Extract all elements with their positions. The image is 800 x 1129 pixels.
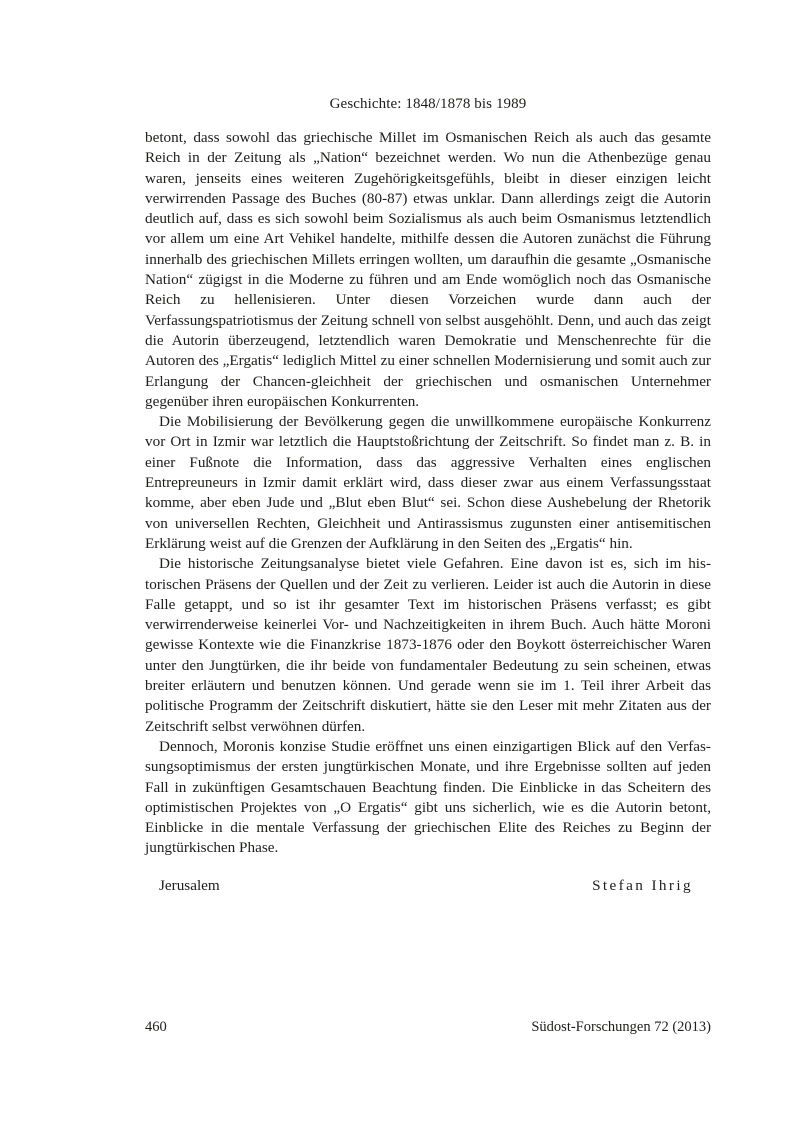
signature-block [145, 876, 693, 896]
review-text [145, 128, 711, 859]
signature-place: Jerusalem [159, 877, 220, 894]
journal-citation: Südost-Forschungen 72 (2013) [531, 1019, 711, 1035]
paragraph-3: Die historische Zeitungsanalyse bietet viele Gefahren. Eine davon ist es, sich im his-torischen Präsens der Quellen und der Zeit zu verlieren. Leider ist auch die Autorin in diese Falle getappt, und so ist ihr gesamter Text im historischen Präsens verfasst; es gibt verwirrenderweise keinerlei Vor- und Nachzeitigkeiten in ihrem Buch. Auch hätte Moroni gewisse Kontexte wie die Finanzkrise 1873-1876 oder den Boykott österreichischer Waren unter den Jungtürken, die ihr beide von fundamentaler Bedeutung zu sein scheinen, etwas breiter erläutern und benutzen können. Und gerade wenn sie im 1. Teil ihrer Arbeit das politische Programm der Zeitschrift diskutiert, hätte sie den Leser mit mehr Zitaten aus der Zeitschrift selbst verwöhnen dürfen. [145, 555, 711, 735]
paragraph-1: betont, dass sowohl das griechische Millet im Osmanischen Reich als auch das gesamte Reich in der Zeitung als „Nation“ bezeichnet werden. Wo nun die Athenbezüge genau waren, jenseits eines weiteren Zugehörigkeitsgefühls, bleibt in dieser einzigen leicht verwirrenden Passage des Buches (80-87) etwas unklar. Dann allerdings zeigt die Autorin deutlich auf, dass es sich sowohl beim Sozialismus als auch beim Osmanismus letztendlich vor allem um eine Art Vehikel handelte, mithilfe dessen die Autoren zunächst die Führung innerhalb des griechischen Millets erringen wollten, um daraufhin die gesamte „Osmanische Nation“ zügigst in die Moderne zu führen und am Ende womöglich noch das Osmanische Reich zu hellenisieren. Unter diesen Vorzeichen wurde dann auch der Verfassungspatriotismus der Zeitung schnell von selbst ausgehöhlt. Denn, und auch das zeigt die Autorin überzeugend, letztendlich waren Demokratie und Menschenrechte für die Autoren des „Ergatis“ lediglich Mittel zu einer schnellen Modernisierung und somit auch zur Erlangung der Chancen-gleichheit der griechischen und osmanischen Unternehmer gegenüber ihren europäischen Konkurrenten. [145, 129, 711, 410]
paragraph-4: Dennoch, Moronis konzise Studie eröffnet uns einen einzigartigen Blick auf den Verfas-sungsoptimismus der ersten jungtürkischen Monate, und ihre Ergebnisse sollten auf jeden Fall in zukünftigen Gesamtschauen Beachtung finden. Die Einblicke in das Scheitern des optimistischen Projektes von „O Ergatis“ gibt uns sicherlich, wie es die Autorin betont, Einblicke in die mentale Verfassung der griechischen Elite des Reiches zu Beginn der jungtürkischen Phase. [145, 737, 711, 857]
page-number: 460 [145, 1019, 167, 1035]
page-body [145, 94, 711, 859]
page-footer [145, 1017, 711, 1037]
paragraph-2: Die Mobilisierung der Bevölkerung gegen die unwillkommene europäische Konkurrenz vor Ort in Izmir war letztlich die Hauptstoßrichtung der Zeitschrift. So findet man z. B. in einer Fußnote die Information, dass das aggressive Verhalten eines englischen Entrepreuneurs in Izmir damit erklärt wird, dass dieser zwar aus einem Verfassungsstaat komme, aber eben Jude und „Blut eben Blut“ sei. Schon diese Aushebelung der Rhetorik von universellen Rechten, Gleichheit und Antirassismus zugunsten einer antisemitischen Erklärung weist auf die Grenzen der Aufklärung in den Seiten des „Ergatis“ hin. [145, 413, 711, 552]
signature-author: Stefan Ihrig [592, 877, 693, 894]
running-title: Geschichte: 1848/1878 bis 1989 [329, 96, 527, 112]
